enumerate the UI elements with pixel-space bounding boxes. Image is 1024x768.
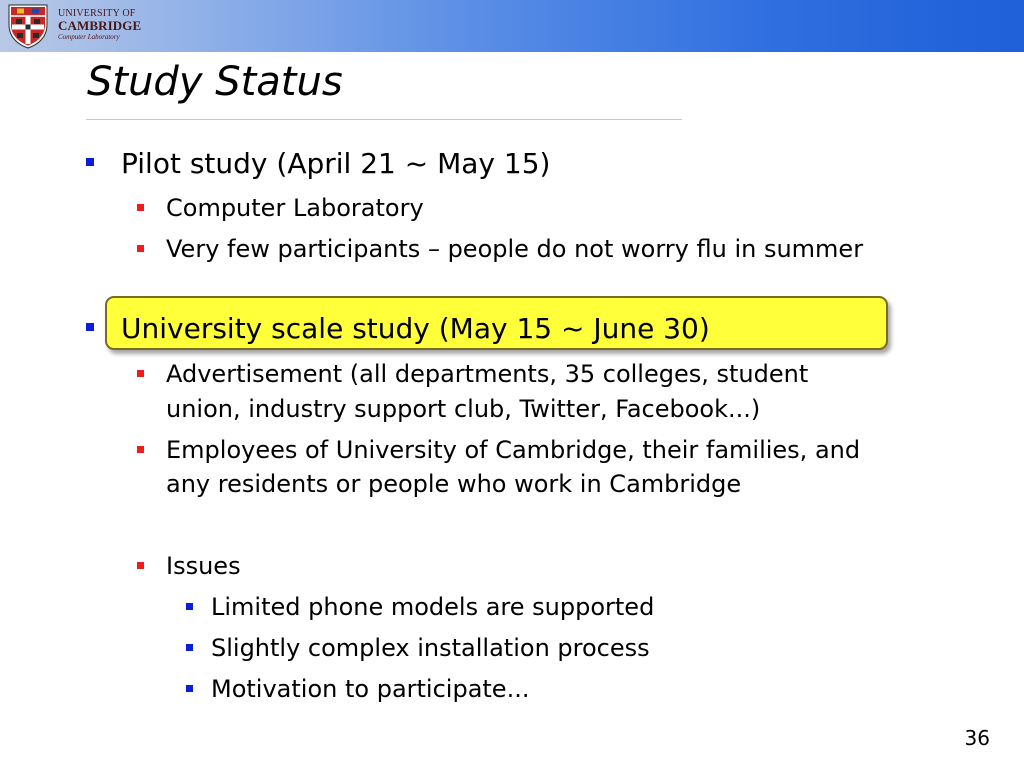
sub-bullet-marker-icon [137, 446, 144, 453]
slide-page-number: 36 [964, 726, 990, 750]
issue-text: Slightly complex installation process [211, 634, 650, 662]
sub-bullet-text: Very few participants – people do not worry flu in summer [166, 235, 864, 263]
bullet-marker-icon [86, 323, 94, 331]
sub-bullet-text: Issues [166, 552, 241, 580]
issue-marker-icon [186, 644, 193, 651]
logo-department: Computer Laboratory [58, 33, 120, 41]
issue-text: Limited phone models are supported [211, 593, 655, 621]
sub-bullet-text: Computer Laboratory [166, 194, 424, 222]
sub-bullet-text-line2: any residents or people who work in Cambridge [166, 470, 742, 498]
sub-bullet-marker-icon [137, 370, 144, 377]
sub-bullet-marker-icon [137, 204, 144, 211]
sub-bullet-text-line2: union, industry support club, Twitter, Facebook...) [166, 395, 761, 423]
logo-cambridge: CAMBRIDGE [58, 18, 142, 33]
slide-title: Study Status [87, 59, 343, 105]
sub-bullet-marker-icon [137, 245, 144, 252]
bullet-text: Pilot study (April 21 ~ May 15) [121, 147, 551, 180]
issue-marker-icon [186, 685, 193, 692]
issue-marker-icon [186, 603, 193, 610]
issue-text: Motivation to participate... [211, 675, 530, 703]
sub-bullet-text-line1: Advertisement (all departments, 35 colleges, student [166, 360, 809, 388]
logo-university-of: UNIVERSITY OF [58, 8, 136, 19]
bullet-marker-icon [86, 158, 94, 166]
sub-bullet-text-line1: Employees of University of Cambridge, their families, and [166, 436, 861, 464]
bullet-text: University scale study (May 15 ~ June 30) [121, 312, 710, 345]
sub-bullet-marker-icon [137, 562, 144, 569]
